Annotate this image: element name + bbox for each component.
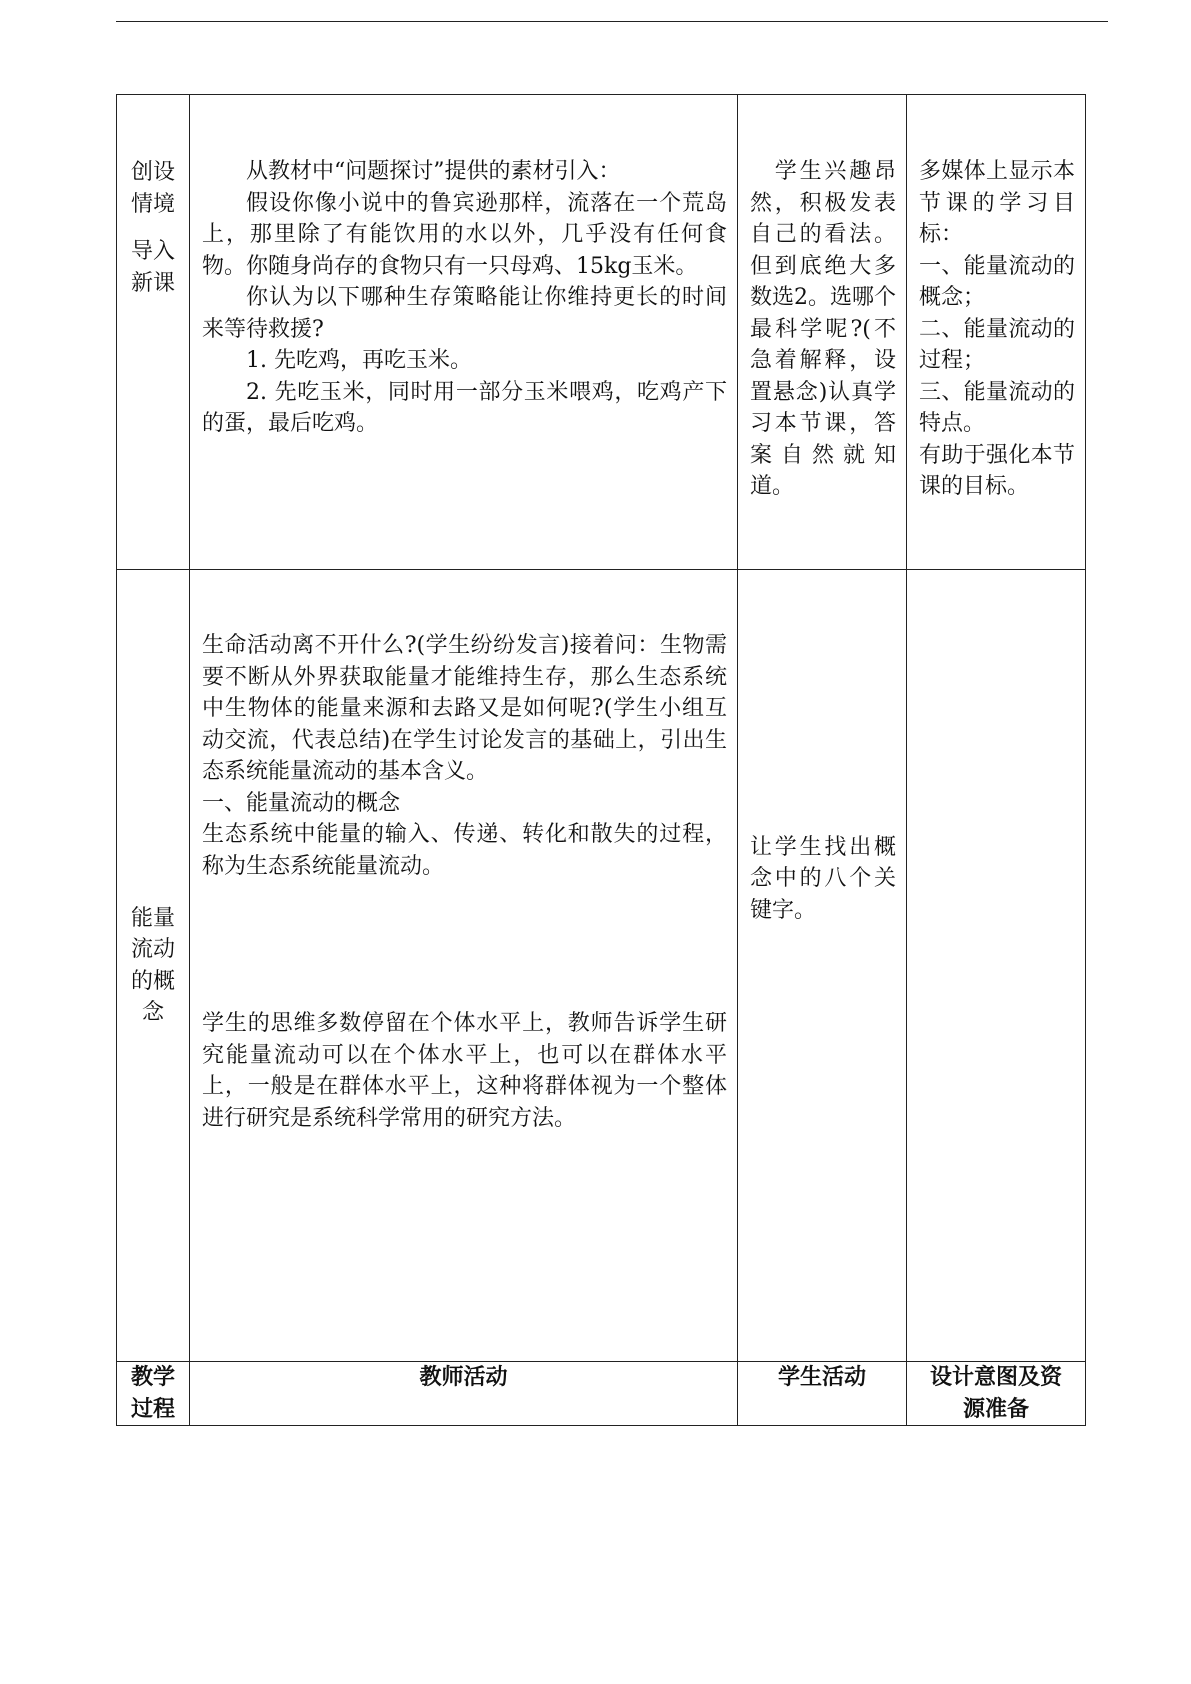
paragraph: 假设你像小说中的鲁宾逊那样，流落在一个荒岛上，那里除了有能饮用的水以外，几乎没有任何食物。你随身尚存的食物只有一只母鸡、15kg玉米。 — [202, 190, 727, 279]
section-heading: 一、能量流动的概念 — [202, 790, 401, 816]
header-line: 源准备 — [962, 1396, 1029, 1422]
teacher-activity-energy-flow — [190, 570, 738, 1362]
table-row-energy-flow — [117, 570, 1086, 1362]
process-label-energy-flow — [117, 570, 190, 1362]
header-line: 教学 — [130, 1365, 175, 1390]
header-teacher-activity: 教师活动 — [190, 1362, 738, 1426]
label-line: 的概 — [130, 968, 175, 994]
paragraph: 学生的思维多数停留在个体水平上，教师告诉学生研究能量流动可以在个体水平上，也可以在群体水平上，一般是在群体水平上，这种将群体视为一个整体进行研究是系统科学常用的研究方法。 — [202, 1011, 727, 1131]
paragraph: 生态系统中能量的输入、传递、转化和散失的过程，称为生态系统能量流动。 — [202, 822, 727, 879]
table-header-row — [117, 1362, 1086, 1426]
design-line: 多媒体上显示本节课的学习目标： — [919, 159, 1075, 247]
design-line: 三、能量流动的特点。 — [919, 379, 1075, 436]
table-row-intro — [117, 95, 1086, 570]
label-line: 念 — [141, 1000, 164, 1025]
design-intent-energy-flow — [907, 570, 1086, 1362]
label-line: 导入 — [130, 239, 175, 264]
header-student-activity: 学生活动 — [738, 1362, 907, 1426]
paragraph: 2. 先吃玉米，同时用一部分玉米喂鸡，吃鸡产下的蛋，最后吃鸡。 — [202, 379, 727, 436]
header-design-intent — [907, 1362, 1086, 1426]
label-line: 新课 — [130, 270, 175, 296]
design-line: 二、能量流动的过程； — [919, 316, 1075, 373]
design-line: 一、能量流动的概念； — [919, 253, 1075, 310]
label-line: 能量 — [130, 905, 175, 931]
student-text: 学生兴趣昂然，积极发表自己的看法。但到底绝大多数选2。选哪个最科学呢?(不急着解释，设置悬念)认真学习本节课，答案自然就知道。 — [750, 159, 896, 499]
label-line: 流动 — [130, 937, 175, 962]
student-activity-energy-flow — [738, 570, 907, 1362]
header-line: 过程 — [130, 1396, 175, 1422]
label-line: 创设 — [130, 160, 175, 185]
design-line: 有助于强化本节课的目标。 — [919, 442, 1075, 499]
lesson-plan-table — [116, 94, 1086, 1426]
paragraph: 生命活动离不开什么?(学生纷纷发言)接着问：生物需要不断从外界获取能量才能维持生存，那么生态系统中生物体的能量来源和去路又是如何呢?(学生小组互动交流，代表总结)在学生讨论发言的基础上，引出生态系统能量流动的基本含义。 — [202, 633, 727, 784]
paragraph: 1. 先吃鸡，再吃玉米。 — [246, 348, 472, 373]
header-line: 设计意图及资 — [929, 1365, 1062, 1390]
design-intent-intro — [907, 95, 1086, 570]
paragraph: 从教材中“问题探讨”提供的素材引入： — [246, 159, 621, 184]
label-line: 情境 — [130, 191, 175, 217]
student-activity-intro — [738, 95, 907, 570]
header-process — [117, 1362, 190, 1426]
paragraph: 你认为以下哪种生存策略能让你维持更长的时间来等待救援? — [202, 285, 727, 342]
process-label-intro — [117, 95, 190, 570]
teacher-activity-intro — [190, 95, 738, 570]
student-text: 让学生找出概念中的八个关键字。 — [750, 834, 896, 923]
page-top-rule — [116, 21, 1108, 22]
